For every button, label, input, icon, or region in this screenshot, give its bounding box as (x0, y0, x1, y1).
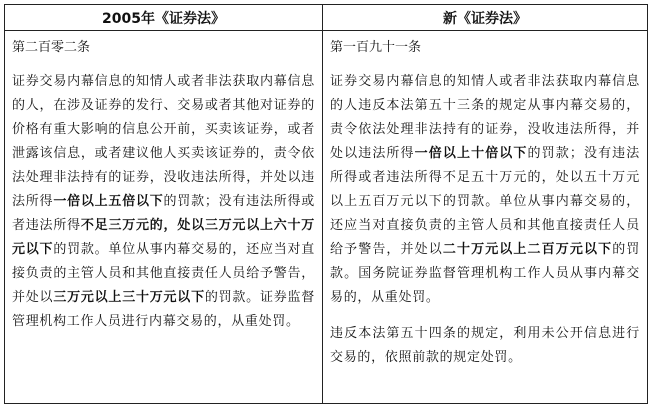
new-law-bold-segment: 二十万元以上二百万元以下 (442, 242, 613, 257)
old-law-text (12, 70, 315, 334)
new-law-segment: 证券交易内幕信息的知情人或者非法获取内幕信息的人违反本法第五十三条的规定从事内幕交易的，责令依法处理非法持有的证券，没收违法所得，并处以违法所得 (330, 74, 640, 161)
header-old-law: 2005年《证券法》 (5, 5, 323, 31)
old-law-segment: 证券交易内幕信息的知情人或者非法获取内幕信息的人，在涉及证券的发行、交易或者其他对证券的价格有重大影响的信息公开前，买卖该证券，或者泄露该信息，或者建议他人买卖该证券的，责令依法处理非法持有的证券，没收违法所得，并处以违法所得 (12, 74, 315, 209)
header-new-law: 新《证券法》 (323, 5, 648, 31)
old-law-bold-segment: 一倍以上五倍以下 (53, 194, 164, 209)
new-law-segment: 的罚款；没有违法所得或者违法所得不足五十万元的，处以五十万元以上五百万元以下的罚款。单位从事内幕交易的，还应当对直接负责的主管人员和其他直接责任人员给予警告，并处以 (330, 146, 640, 257)
old-law-segment: 的罚款。单位从事内幕交易的，还应当对直接负责的主管人员和其他直接责任人员给予警告，并处以 (12, 242, 315, 305)
old-law-segment: 的罚款；没有违法所得或者违法所得 (12, 194, 315, 233)
new-law-article-title: 第一百九十一条 (330, 40, 422, 55)
old-law-cell (5, 31, 323, 404)
old-law-bold-segment: 不足三万元的，处以三万元以上六十万元以下 (12, 218, 315, 257)
new-law-segment: 的罚款。国务院证券监督管理机构工作人员从事内幕交易的，从重处罚。 (330, 242, 640, 305)
old-law-bold-segment: 三万元以上三十万元以下 (53, 290, 205, 305)
new-law-cell (323, 31, 648, 404)
new-law-second-paragraph: 违反本法第五十四条的规定，利用未公开信息进行交易的，依照前款的规定处罚。 (330, 326, 640, 365)
new-law-bold-segment: 一倍以上十倍以下 (414, 146, 528, 161)
table-header-row (5, 5, 648, 31)
law-comparison-table (4, 4, 648, 404)
table-body-row (5, 31, 648, 404)
new-law-text (330, 70, 640, 310)
old-law-segment: 的罚款。证券监督管理机构工作人员进行内幕交易的，从重处罚。 (12, 290, 315, 329)
old-law-article-title: 第二百零二条 (12, 40, 91, 55)
